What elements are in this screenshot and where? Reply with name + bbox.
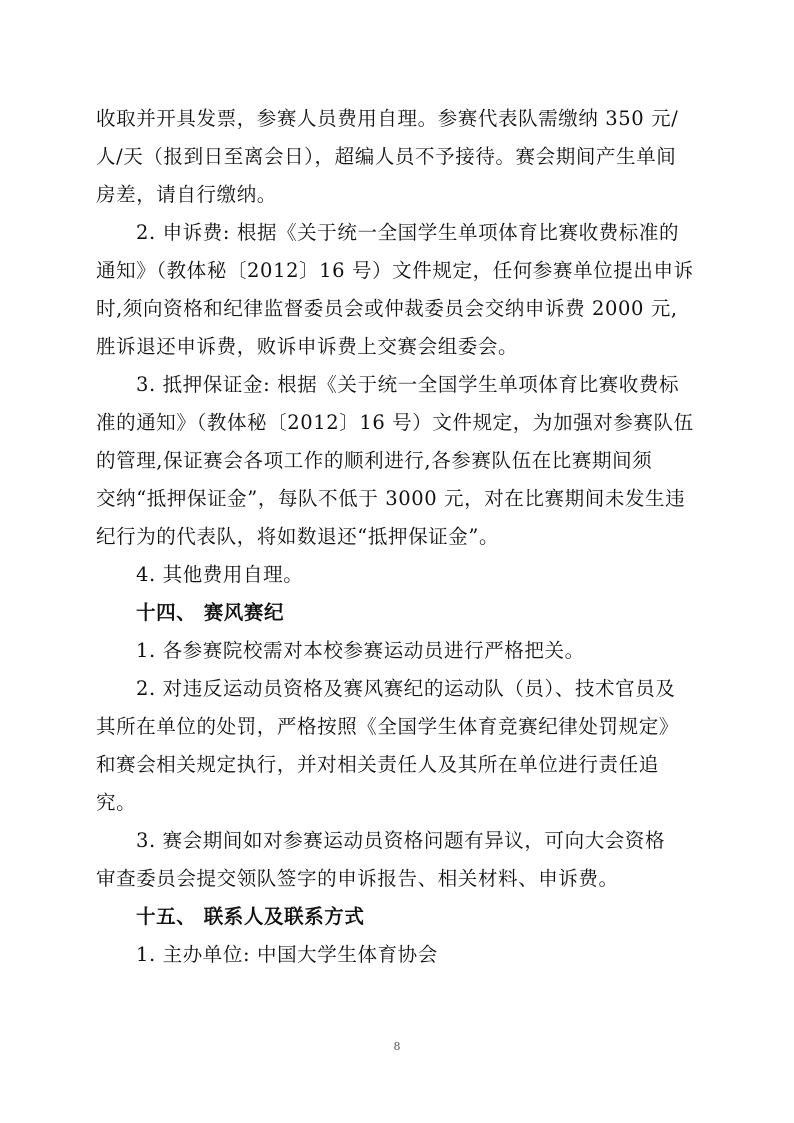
text-line: 胜诉退还申诉费，败诉申诉费上交赛会组委会。 <box>96 335 519 358</box>
paragraph-deposit <box>96 366 708 556</box>
text-line: 准的通知》（教体秘〔2012〕16 号）文件规定，为加强对参赛队伍 <box>96 411 694 434</box>
paragraph-fees-continued <box>96 100 708 214</box>
text-line: 2. 申诉费: 根据《关于统一全国学生单项体育比赛收费标准的 <box>136 221 680 244</box>
text-line: 和赛会相关规定执行，并对相关责任人及其所在单位进行责任追 <box>96 753 659 776</box>
document-body <box>96 100 708 974</box>
section-heading-14: 十四、 赛风赛纪 <box>136 601 285 624</box>
text-line: 时,须向资格和纪律监督委员会或仲裁委员会交纳申诉费 2000 元, <box>96 297 678 320</box>
paragraph-appeal-fee <box>96 214 708 366</box>
section-heading-15: 十五、 联系人及联系方式 <box>136 905 365 928</box>
paragraph-strict-check: 1. 各参赛院校需对本校参赛运动员进行严格把关。 <box>136 639 585 662</box>
text-line: 究。 <box>96 791 137 814</box>
text-line: 3. 赛会期间如对参赛运动员资格问题有异议，可向大会资格 <box>136 829 666 852</box>
page-number: 8 <box>393 1040 401 1053</box>
paragraph-organizer: 1. 主办单位: 中国大学生体育协会 <box>136 943 438 966</box>
text-line: 审查委员会提交领队签字的申诉报告、相关材料、申诉费。 <box>96 867 619 890</box>
text-line: 的管理,保证赛会各项工作的顺利进行,各参赛队伍在比赛期间须 <box>96 449 653 472</box>
paragraph-other-fees: 4. 其他费用自理。 <box>136 563 304 586</box>
text-line: 其所在单位的处罚，严格按照《全国学生体育竞赛纪律处罚规定》 <box>96 715 679 738</box>
paragraph-penalties <box>96 670 708 822</box>
text-line: 通知》（教体秘〔2012〕16 号）文件规定，任何参赛单位提出申诉 <box>96 259 694 282</box>
text-line: 收取并开具发票，参赛人员费用自理。参赛代表队需缴纳 350 元/ <box>96 107 679 130</box>
text-line: 交纳“抵押保证金”，每队不低于 3000 元，对在比赛期间未发生违 <box>96 487 686 510</box>
text-line: 人/天（报到日至离会日），超编人员不予接待。赛会期间产生单间 <box>96 145 677 168</box>
text-line: 3. 抵押保证金: 根据《关于统一全国学生单项体育比赛收费标 <box>136 373 680 396</box>
text-line: 房差，请自行缴纳。 <box>96 183 277 206</box>
text-line: 2. 对违反运动员资格及赛风赛纪的运动队（员）、技术官员及 <box>136 677 676 700</box>
text-line: 纪行为的代表队，将如数退还“抵押保证金”。 <box>96 525 500 548</box>
paragraph-eligibility-objection <box>96 822 708 898</box>
